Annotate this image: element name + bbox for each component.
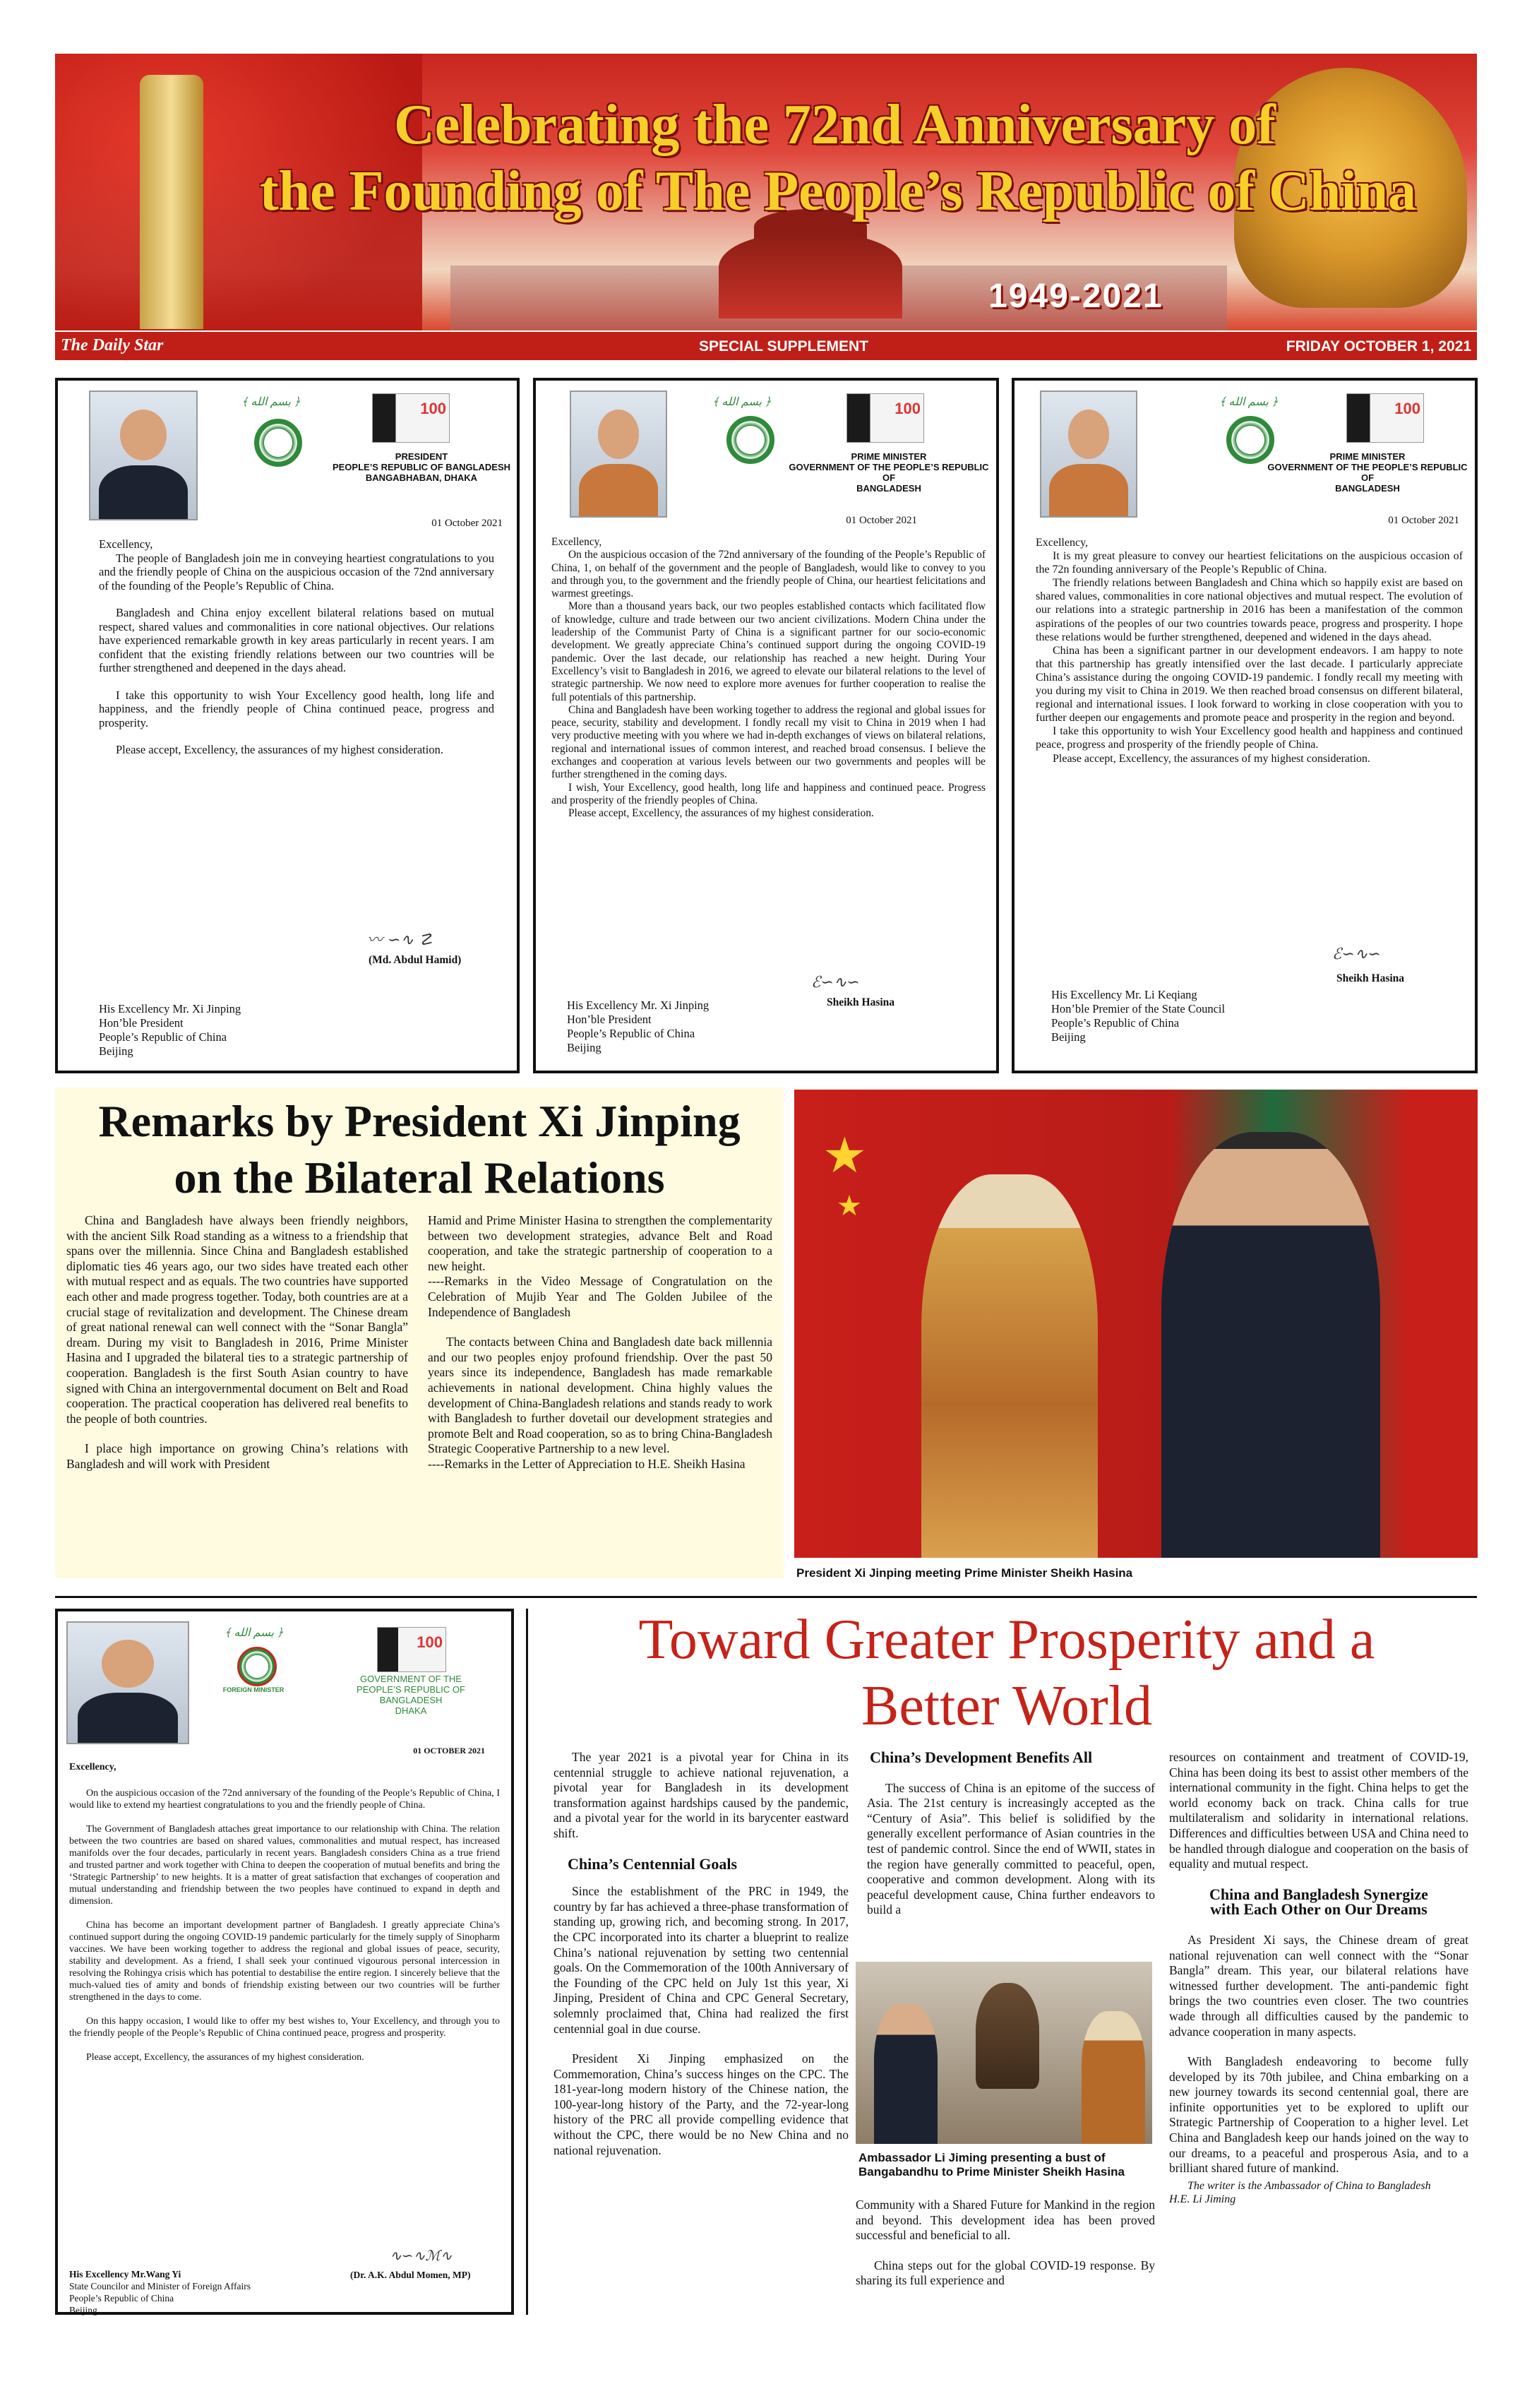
article-column-1: The year 2021 is a pivotal year for China in its centennial struggle to achieve national rejuvenation, a pivotal year for Bangladesh in its development transformation against hardships caused by the pandemic, and a pivotal year for the world in its barycenter eastward shift. China’s Centennial Goals Since the establishment of the PRC in 1949, the country by far has achieved a three-phase transformation of standing up, growing rich, and becoming strong. In 2017, the CPC incorporated into its charter a blueprint to realize China’s national rejuvenation by setting two centennial goals. On the Commemoration of the 100th Anniversary of the Founding of the CPC held on July 1st this year, Xi Jinping, President of China and CPC General Secretary, solemnly proclaimed that, China had realized the first centennial goal in due course. President Xi Jinping emphasized on the Commemoration, China’s success hinges on the CPC. The 181-year-long modern history of the Chinese nation, the 100-year-long history of the Party, and the 72-year-long history of the PRC all provide compelling evidence that without the CPC, there would be no New China and no national rejuvenation. <box>553 1750 849 2157</box>
recipient-address: His Excellency Mr.Wang Yi State Councilor and Minister of Foreign Affairs People’s Republic of China Beijing <box>69 2269 251 2315</box>
banner-title-line1: Celebrating the 72nd Anniversary of <box>394 94 1276 156</box>
article-column-2: China’s Development Benefits All The success of China is an epitome of the success of Asia. The 21st century is increasingly accepted as the “Century of Asia”. This belief is solidified by the generally excellent performance of Asian countries in the test of pandemic control. Since the end of WWII, states in the region have generally committed to peaceful, open, cooperative and common development. Along with its peaceful development cause, China further endeavors to build a <box>867 1748 1155 1917</box>
section-label: SPECIAL SUPPLEMENT <box>699 338 868 354</box>
banner-years: 1949-2021 <box>988 278 1163 315</box>
section-divider <box>55 1596 1477 1598</box>
bismillah-script: ﴾ بسم الله ﴿ <box>225 1627 284 1639</box>
huabiao-pillar-graphic <box>140 75 203 329</box>
letter-body: Excellency, It is my great pleasure to convey our heartiest felicitations on the auspicious occasion of the 72n founding anniversary of the People’s Republic of China. The friendly relations between Bangladesh and China which so happily exist are based on shared values, commonalities in core national objectives and mutual respect. The evolution of our relations into a strategic partnership in 2016 has been a manifestation of the common aspirations of the peoples of our two countries towards peace, progress and prosperity. I hope these relations would be further strengthened, deepened and widened in the days ahead. China has been a significant partner in our development endeavors. I am happy to note that this partnership has greatly intensified over the last decade. I particularly appreciate China’s assistance during the ongoing COVID-19 pandemic. I fondly recall my meeting with you during my visit to China in 2019. We then reached broad consensus on different bilateral, regional and international issues. I look forward to working in close cooperation with you to further deepen our engagements and promote peace and prosperity in the region and beyond. I take this opportunity to wish Your Excellency good health and happiness and continued peace, progress and prosperity of the friendly people of China. Please accept, Excellency, the assurances of my highest consideration. <box>1036 537 1463 765</box>
mujib-100-logo: 100 <box>846 393 924 443</box>
letter-date: 01 October 2021 <box>846 515 917 526</box>
issue-date: FRIDAY OCTOBER 1, 2021 <box>1286 338 1471 354</box>
subheading-development-benefits: China’s Development Benefits All <box>870 1748 1093 1766</box>
flag-star-icon: ★ <box>822 1129 867 1184</box>
bismillah-script: ﴾ بسم الله ﴿ <box>712 396 772 408</box>
letter-office-block: PRESIDENT PEOPLE’S REPUBLIC OF BANGLADESH BANGABHABAN, DHAKA <box>332 451 511 483</box>
mujib-100-logo: 100 <box>1346 393 1424 443</box>
hasina-figure <box>921 1174 1098 1558</box>
xi-figure <box>1161 1132 1380 1558</box>
signer-name: (Md. Abdul Hamid) <box>369 954 462 966</box>
letter-date: 01 October 2021 <box>1388 515 1459 526</box>
subheading-centennial-goals: China’s Centennial Goals <box>568 1854 738 1873</box>
signer-name: Sheikh Hasina <box>827 996 895 1008</box>
banner-title-line2: the Founding of The People’s Republic of China <box>260 160 1417 222</box>
remarks-heading: Remarks by President Xi Jinping on the Bilateral Relations <box>98 1096 741 1203</box>
recipient-address: His Excellency Mr. Xi Jinping Hon’ble President People’s Republic of China Beijing <box>99 1002 241 1058</box>
letter-body: Excellency, On the auspicious occasion of the 72nd anniversary of the founding of the People’s Republic of China, 1, on behalf of the government and the people of Bangladesh, would like to convey to you and through you, to the government and the friendly people of China, our heartiest felicitations and warmest greetings. More than a thousand years back, our two peoples established contacts which facilitated flow of knowledge, culture and trade between our two ancient civilizations. Modern China under the leadership of the Communist Party of China is a significant partner for our socio-economic development. We greatly appreciate China’s continued support during the ongoing COVID-19 pandemic. Over the last decade, our relationship has reached a new height. During Your Excellency’s visit to Bangladesh in 2016, we agreed to elevate our bilateral relations to the level of strategic partnership. We now need to explore more avenues for further cooperation to realise the full potentials of this partnership. China and Bangladesh have been working together to address the regional and global issues for peace, security, stability and development. I fondly recall my visit to China in 2019 when I had very productive meeting with you where we had in-depth exchanges of views on bilateral relations, regional and international issues of common interest, and reached broad consensus. I believe the exchanges and cooperation at various levels between our two governments and peoples will be further strengthened in the coming days. I wish, Your Excellency, good health, long life and happiness and continued peace. Progress and prosperity of the friendly peoples of China. Please accept, Excellency, the assurances of my highest consideration. <box>551 536 986 820</box>
masthead-bar <box>55 332 1477 360</box>
signer-name: Sheikh Hasina <box>1336 972 1405 984</box>
letter-body: Excellency, The people of Bangladesh join me in conveying heartiest congratulations to you and the friendly people of China on the auspicious occasion of the 72nd anniversary of the founding of the People’s Republic of China. Bangladesh and China enjoy excellent bilateral relations based on mutual respect, shared values and commonalities in core national objectives. Our relations have experienced remarkable growth in key areas particularly in recent years. I am confident that the existing friendly relations between our two countries will be further strengthened and deepened in the days ahead. I take this opportunity to wish Your Excellency good health, long life and happiness, and the friendly people of China continued peace, progress and prosperity. Please accept, Excellency, the assurances of my highest consideration. <box>99 537 494 756</box>
leaders-meeting-photo <box>794 1090 1478 1558</box>
prime-minister-portrait <box>570 391 667 518</box>
bismillah-script: ﴾ بسم الله ﴿ <box>1219 396 1279 408</box>
bismillah-script: ﴾ بسم الله ﴿ <box>241 396 301 408</box>
remarks-column-2: Hamid and Prime Minister Hasina to strengthen the complementarity between two development strategies, advance Belt and Road cooperation, and take the strategic partnership of cooperation to a new height. ----Remarks in the Video Message of Congratulation on the Celebration of Mujib Year and The Golden Jubilee of the Independence of Bangladesh The contacts between China and Bangladesh date back millennia and our two peoples enjoy profound friendship. Over the past 50 years since its independence, Bangladesh has made remarkable achievements in national development. China highly values the development of China-Bangladesh relations and stands ready to work with Bangladesh to further dovetail our development strategies and promote Belt and Road cooperation, so as to bring China-Bangladesh Strategic Cooperative Partnership to a new level. ----Remarks in the Letter of Appreciation to H.E. Sheikh Hasina <box>428 1213 772 1471</box>
letter-body: Excellency, On the auspicious occasion of the 72nd anniversary of the founding of the People’s Republic of China, I would like to extend my heartiest congratulations to you and the friendly people of China. The Government of Bangladesh attaches great importance to our relationship with China. The relation between the two countries are based on shared values, commonalities and mutual respect, has increased manifolds over the four decades, particularly in recent years. Bangladesh considers China as a true friend and trusted partner and work together with China to deepen the cooperation of mutual benefits and bring the ‘Strategic Partnership’ to new heights. It is a matter of great satisfaction that exchanges of cooperation and mutual understanding and friendship between the two peoples have continued to expand in depth and dimension. China has become an important development partner of Bangladesh. I greatly appreciate China’s continued support during the ongoing COVID-19 pandemic particularly for the timely supply of Sinopharm vaccines. We have been working together to address the regional and global issues of peace, security, stability and development. As a friend, I shall seek your continued vigourous personal intercession in resolving the Rohingya crisis which has potential to destabilise the entire region. I sincerely believe that the much-valued ties of amity and bonds of friendship existing between our two countries will be further strengthened in the days to come. On this happy occasion, I would like to offer my best wishes to, Your Excellency, and through you to the friendly people of the People’s Republic of China continued peace, progress and prosperity. Please accept, Excellency, the assurances of my highest consideration. <box>69 1762 500 2063</box>
temple-graphic <box>719 234 902 318</box>
letter-date: 01 OCTOBER 2021 <box>413 1746 485 1756</box>
newspaper-brand: The Daily Star <box>61 336 164 354</box>
article-byline: The writer is the Ambassador of China to Bangladesh H.E. Li Jiming <box>1169 2179 1431 2205</box>
flag-star-icon: ★ <box>837 1190 862 1222</box>
article-headline: Toward Greater Prosperity and a Better World <box>638 1609 1375 1737</box>
mujib-100-logo: 100 <box>372 393 450 443</box>
letter-office-block: GOVERNMENT OF THE PEOPLE’S REPUBLIC OF BANGLADESH DHAKA <box>357 1674 465 1716</box>
bust-figure <box>976 1983 1039 2089</box>
bust-presentation-photo <box>856 1962 1152 2144</box>
remarks-column-1: China and Bangladesh have always been friendly neighbors, with the ancient Silk Road standing as a witness to a friendship that spans over the millennia. Since China and Bangladesh established diplomatic ties 46 years ago, our two sides have treated each other with mutual respect and as equals. The two countries have supported each other and made progress together. Today, both countries are at a crucial stage of revitalization and development. The Chinese dream of great national renewal can well connect with the “Sonar Bangla” dream. During my visit to Bangladesh in 2016, Prime Minister Hasina and I upgraded the bilateral ties to a strategic partnership of cooperation. Bangladesh is the first South Asian country to have signed with China an intergovernmental document on Belt and Road cooperation. The practical cooperation has delivered real benefits to the people of both countries. I place high importance on growing China’s relations with Bangladesh and will work with President <box>66 1213 408 1471</box>
recipient-address: His Excellency Mr. Xi Jinping Hon’ble President People’s Republic of China Beijing <box>567 999 710 1054</box>
signature-mark: ℰ∽∿∽ <box>1332 946 1381 963</box>
foreign-minister-portrait <box>66 1621 189 1744</box>
letter-prime-minister-1 <box>533 378 999 1073</box>
signature-mark: ℰ∽∿∽ <box>811 974 860 991</box>
prime-minister-portrait <box>1040 391 1137 518</box>
remarks-box <box>55 1087 784 1578</box>
recipient-address: His Excellency Mr. Li Keqiang Hon’ble Premier of the State Council People’s Republic of China Beijing <box>1051 988 1226 1044</box>
bust-photo-caption: Ambassador Li Jiming presenting a bust of Bangabandhu to Prime Minister Sheikh Hasina <box>858 2151 1125 2178</box>
signer-name: (Dr. A.K. Abdul Momen, MP) <box>350 2270 471 2280</box>
bangladesh-emblem-icon <box>237 1647 277 1686</box>
ministry-label: FOREIGN MINISTER <box>222 1686 285 1693</box>
column-divider <box>526 1609 528 2315</box>
letter-president <box>55 378 520 1073</box>
letter-office-block: PRIME MINISTER GOVERNMENT OF THE PEOPLE’S REPUBLIC OF BANGLADESH <box>789 451 989 494</box>
mujib-100-logo: 100 <box>377 1627 446 1672</box>
article-column-2-continued: Community with a Shared Future for Mankind in the region and beyond. This development idea has been proved successful and beneficial to all. China steps out for the global COVID-19 response. By sharing its full experience and <box>856 2198 1155 2288</box>
president-portrait <box>89 391 198 520</box>
letter-office-block: PRIME MINISTER GOVERNMENT OF THE PEOPLE’S REPUBLIC OF BANGLADESH <box>1267 451 1468 494</box>
article-column-3: resources on containment and treatment of COVID-19, China has been doing its best to assist other members of the international community in the fight. China helps to get the world economy back on track. China calls for true multilateralism and solidarity in international relations. Differences and difficulties between USA and China need to be handled through dialogue and cooperation on the basis of equality and mutual respect. China and Bangladesh Synergize with Each Other on Our Dreams As President Xi says, the Chinese dream of great national rejuvenation can well connect with the “Sonar Bangla” dream. This year, our bilateral relations have witnessed further development. The anti-pandemic fight brings the two countries even closer. The two countries wade through all difficulties caused by the pandemic to advance cooperation in many aspects. With Bangladesh endeavoring to become fully developed by its 70th jubilee, and China embarking on a new journey towards its second centennial goal, there are infinite opportunities yet to be explored to uplift our Strategic Partnership of Cooperation to a higher level. Let China and Bangladesh keep our hands joined on the way to our dreams, to a peaceful and prosperous Asia, and to a brilliant shared future of mankind. The writer is the Ambassador of China to Bangladesh H.E. Li Jiming <box>1169 1750 1468 2205</box>
letter-date: 01 October 2021 <box>431 518 503 529</box>
signature-mark: ∿∽∿ℳ∿ <box>390 2247 453 2264</box>
ambassador-figure <box>874 2004 938 2144</box>
anniversary-banner <box>55 54 1477 330</box>
bangladesh-emblem-icon <box>254 419 302 467</box>
letter-foreign-minister <box>55 1609 514 2315</box>
letter-prime-minister-2 <box>1012 378 1478 1073</box>
hasina-figure <box>1082 2011 1145 2144</box>
subheading-synergize: China and Bangladesh Synergize with Each Other on Our Dreams <box>1209 1885 1428 1919</box>
bangladesh-emblem-icon <box>726 416 774 464</box>
photo-caption: President Xi Jinping meeting Prime Minister Sheikh Hasina <box>796 1566 1133 1580</box>
signature-mark: 〰 ∽∿ ☡ <box>367 931 433 949</box>
